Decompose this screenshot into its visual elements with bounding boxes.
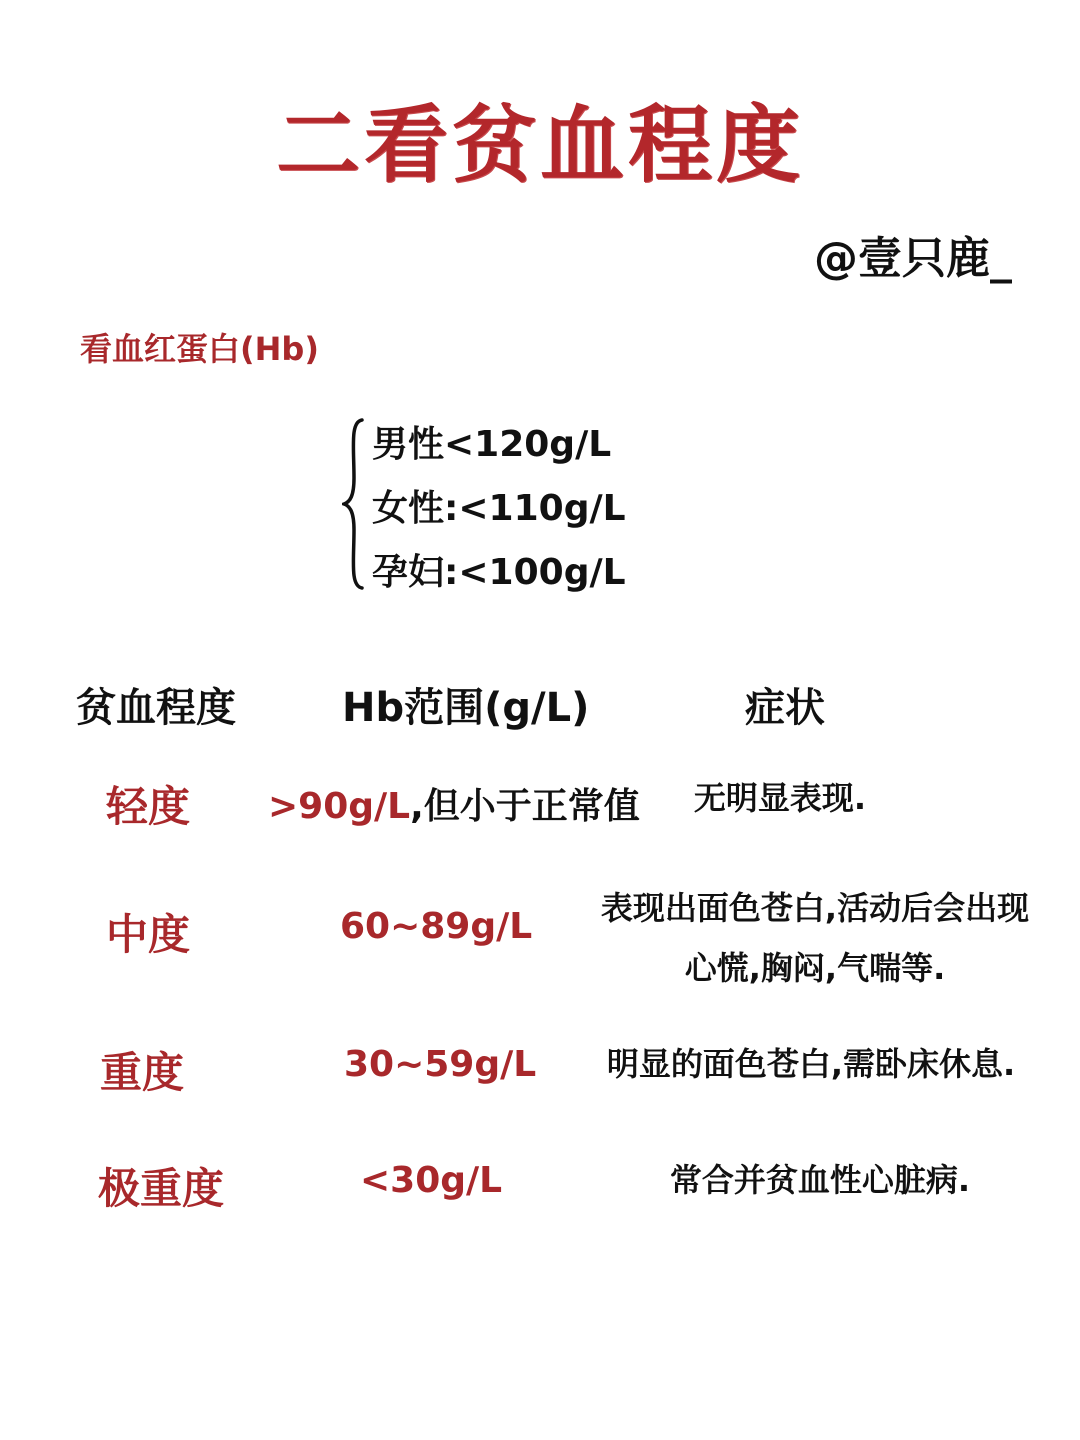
symptom-line: 无明显表现. [693, 779, 867, 817]
severity-label: 重度 [100, 1048, 185, 1097]
symptom-text [585, 878, 1045, 998]
hb-range-value: 30~59g/L [344, 1044, 537, 1085]
criteria-male: 男性<120g/L [372, 424, 612, 465]
hb-range [268, 778, 640, 829]
symptom-text [640, 1150, 1000, 1210]
symptom-line: 常合并贫血性心脏病. [669, 1161, 971, 1199]
section-label: 看血红蛋白(Hb) [80, 330, 319, 368]
symptom-text [600, 768, 960, 828]
page-title: 二看贫血程度 [275, 96, 804, 194]
hb-range [340, 906, 532, 947]
header-hb-range: Hb范围(g/L) [342, 685, 590, 731]
symptom-line: 心慌,胸闷,气喘等. [684, 949, 946, 987]
hb-range [360, 1160, 502, 1201]
curly-brace-icon [342, 418, 368, 590]
hb-criteria-group [342, 410, 642, 593]
severity-label: 中度 [106, 910, 191, 959]
criteria-pregnant: 孕妇:<100g/L [372, 552, 626, 593]
severity-label: 极重度 [98, 1164, 225, 1213]
symptom-line: 表现出面色苍白,活动后会出现 [600, 889, 1030, 927]
header-symptoms: 症状 [745, 685, 825, 731]
hb-range-value: 60~89g/L [340, 906, 533, 947]
criteria-female: 女性:<110g/L [372, 488, 626, 529]
hb-range-note: ,但小于正常值 [410, 786, 640, 827]
header-severity: 贫血程度 [76, 685, 236, 731]
symptom-line: 明显的面色苍白,需卧床休息. [606, 1045, 1016, 1083]
hb-range-value: >90g/L [268, 786, 411, 827]
hb-range [344, 1044, 536, 1085]
hb-range-value: <30g/L [360, 1160, 503, 1201]
symptom-text [596, 1034, 1026, 1094]
author-handle: @壹只鹿_ [814, 233, 1012, 284]
severity-label: 轻度 [106, 782, 191, 831]
